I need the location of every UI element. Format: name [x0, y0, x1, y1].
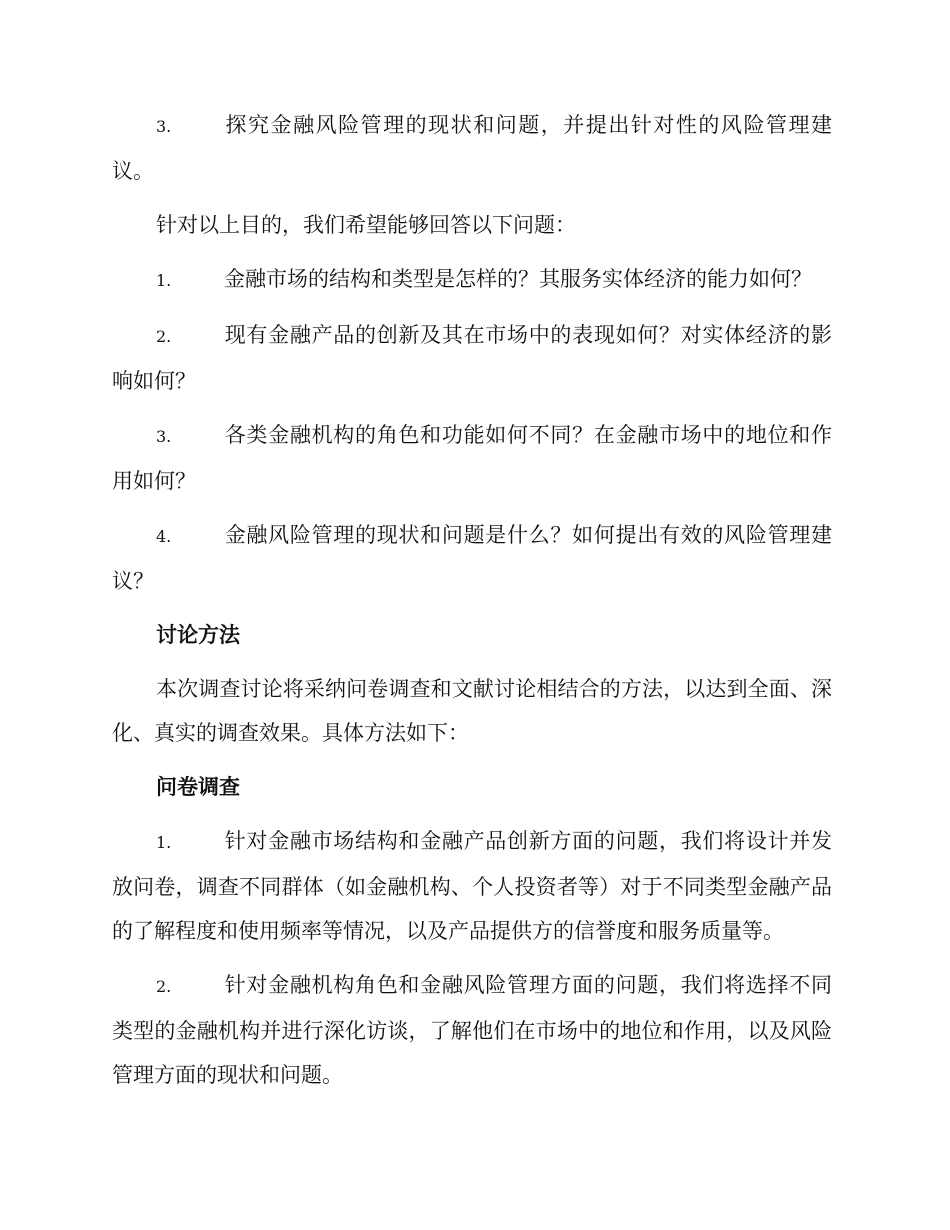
list-item-text: 现有金融产品的创新及其在市场中的表现如何？对实体经济的影响如何？ [112, 323, 832, 393]
list-item-text: 探究金融风险管理的现状和问题，并提出针对性的风险管理建议。 [112, 113, 832, 183]
list-number: 2. [156, 327, 172, 346]
list-item [112, 413, 832, 503]
paragraph: 针对以上目的，我们希望能够回答以下问题： [156, 213, 576, 237]
list-item [112, 103, 832, 193]
list-number: 3. [156, 427, 172, 446]
list-number: 1. [156, 833, 172, 852]
section-heading: 问卷调查 [156, 775, 240, 799]
list-item [112, 819, 832, 953]
list-number: 4. [156, 527, 172, 546]
list-item [112, 257, 832, 303]
list-number: 2. [156, 977, 172, 996]
section-heading: 讨论方法 [156, 623, 240, 647]
list-item [112, 513, 832, 603]
list-item-text: 金融市场的结构和类型是怎样的？其服务实体经济的能力如何？ [224, 267, 812, 291]
paragraph: 本次调查讨论将采纳问卷调查和文献讨论相结合的方法，以达到全面、深化、真实的调查效果。具体方法如下： [112, 677, 832, 745]
list-number: 3. [156, 117, 172, 136]
list-item-text: 金融风险管理的现状和问题是什么？如何提出有效的风险管理建议？ [112, 523, 832, 593]
list-item-text: 针对金融市场结构和金融产品创新方面的问题，我们将设计并发放问卷，调查不同群体（如金融机构、个人投资者等）对于不同类型金融产品的了解程度和使用频率等情况，以及产品提供方的信誉度和服务质量等。 [112, 829, 832, 943]
list-item-text: 针对金融机构角色和金融风险管理方面的问题，我们将选择不同类型的金融机构并进行深化访谈，了解他们在市场中的地位和作用，以及风险管理方面的现状和问题。 [112, 973, 832, 1087]
list-item-text: 各类金融机构的角色和功能如何不同？在金融市场中的地位和作用如何？ [112, 423, 832, 493]
list-item [112, 313, 832, 403]
list-number: 1. [156, 271, 172, 290]
document-body [112, 103, 832, 1107]
list-item [112, 963, 832, 1097]
